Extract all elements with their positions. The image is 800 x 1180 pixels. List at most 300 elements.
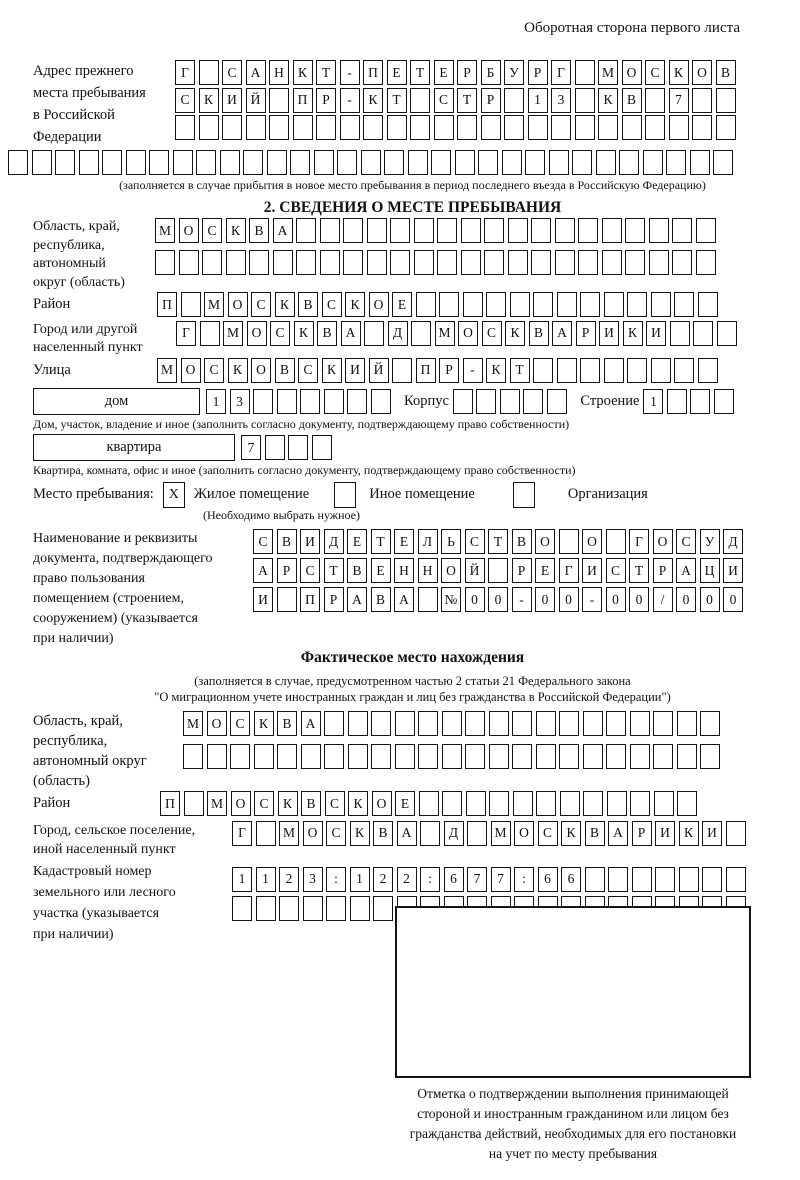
char-box xyxy=(604,292,624,317)
stroenie-label: Строение xyxy=(580,393,640,409)
char-box xyxy=(410,115,430,140)
char-box: И xyxy=(702,821,722,846)
char-box xyxy=(476,389,496,414)
char-box xyxy=(387,115,407,140)
char-box xyxy=(572,150,592,175)
char-box xyxy=(395,744,415,769)
char-box: 1 xyxy=(206,389,226,414)
char-box: С xyxy=(204,358,224,383)
previous-address-note: (заполняется в случае прибытия в новое место пребывания в период последнего въезда в Российскую Федерацию) xyxy=(119,178,706,192)
char-box: А xyxy=(246,60,266,85)
char-box: И xyxy=(222,88,242,113)
char-box: 2 xyxy=(397,867,417,892)
char-box xyxy=(533,358,553,383)
char-box xyxy=(183,744,203,769)
char-box: С xyxy=(322,292,342,317)
char-box: К xyxy=(199,88,219,113)
char-box xyxy=(557,358,577,383)
char-box xyxy=(461,250,481,275)
char-box: И xyxy=(253,587,273,612)
char-box xyxy=(677,791,697,816)
char-box xyxy=(390,218,410,243)
char-box xyxy=(102,150,122,175)
section2-title: 2. СВЕДЕНИЯ О МЕСТЕ ПРЕБЫВАНИЯ xyxy=(263,199,562,216)
char-box xyxy=(371,711,391,736)
char-box xyxy=(226,250,246,275)
char-box xyxy=(79,150,99,175)
char-box: В xyxy=(277,529,297,554)
char-box xyxy=(580,358,600,383)
char-box xyxy=(555,218,575,243)
char-box xyxy=(442,711,462,736)
char-box: О xyxy=(622,60,642,85)
char-box xyxy=(679,867,699,892)
option-residential-label: Жилое помещение xyxy=(193,486,310,502)
char-box: 1 xyxy=(256,867,276,892)
stay-place-block xyxy=(33,481,792,508)
char-box xyxy=(523,389,543,414)
char-box: : xyxy=(514,867,534,892)
char-box xyxy=(557,292,577,317)
char-box: Е xyxy=(387,60,407,85)
char-box xyxy=(439,292,459,317)
char-box xyxy=(395,711,415,736)
char-box: Т xyxy=(510,358,530,383)
char-box: В xyxy=(512,529,532,554)
street-block xyxy=(33,358,792,386)
char-box xyxy=(371,744,391,769)
char-box: 3 xyxy=(551,88,571,113)
char-box xyxy=(303,896,323,921)
char-box xyxy=(672,250,692,275)
char-box xyxy=(418,744,438,769)
char-box xyxy=(559,711,579,736)
char-box: А xyxy=(397,821,417,846)
char-box: К xyxy=(679,821,699,846)
char-box: Ц xyxy=(700,558,720,583)
char-box xyxy=(320,250,340,275)
char-box xyxy=(608,867,628,892)
char-box: С xyxy=(202,218,222,243)
char-box xyxy=(696,218,716,243)
char-box xyxy=(200,321,220,346)
char-box: М xyxy=(155,218,175,243)
char-box: Р xyxy=(528,60,548,85)
char-box xyxy=(690,389,710,414)
char-box xyxy=(559,744,579,769)
char-box xyxy=(489,744,509,769)
char-box xyxy=(481,115,501,140)
char-box: А xyxy=(608,821,628,846)
char-box xyxy=(207,744,227,769)
sheet-side-note: Оборотная сторона первого листа xyxy=(524,20,740,36)
char-box xyxy=(32,150,52,175)
char-box xyxy=(512,711,532,736)
district-block xyxy=(33,292,792,320)
char-box: Й xyxy=(246,88,266,113)
house-block xyxy=(33,388,792,415)
char-box xyxy=(654,791,674,816)
actual-city-row xyxy=(232,821,749,846)
char-box xyxy=(461,218,481,243)
actual-region-label: Область, край, республика, автономный округ (область) xyxy=(33,713,147,789)
previous-address-block xyxy=(33,60,792,148)
char-box xyxy=(645,115,665,140)
char-box xyxy=(361,150,381,175)
char-box xyxy=(508,218,528,243)
char-box: К xyxy=(350,821,370,846)
char-box xyxy=(196,150,216,175)
char-box xyxy=(484,250,504,275)
char-box: Т xyxy=(410,60,430,85)
char-box: П xyxy=(160,791,180,816)
char-box xyxy=(367,218,387,243)
char-box: О xyxy=(251,358,271,383)
char-box: К xyxy=(293,60,313,85)
char-box xyxy=(486,292,506,317)
char-box: С xyxy=(606,558,626,583)
char-box xyxy=(414,250,434,275)
char-box xyxy=(126,150,146,175)
region-row-2 xyxy=(155,250,719,275)
char-box xyxy=(692,88,712,113)
char-box xyxy=(199,115,219,140)
char-box: О xyxy=(514,821,534,846)
char-box xyxy=(184,791,204,816)
char-box: С xyxy=(298,358,318,383)
char-box xyxy=(364,321,384,346)
stamp-area xyxy=(352,906,794,1164)
char-box: Р xyxy=(653,558,673,583)
char-box xyxy=(513,791,533,816)
char-box xyxy=(578,250,598,275)
checkbox-residential: X xyxy=(163,482,185,508)
char-box: В xyxy=(371,587,391,612)
char-box xyxy=(583,711,603,736)
char-box: К xyxy=(505,321,525,346)
char-box: 7 xyxy=(241,435,261,460)
char-box xyxy=(551,115,571,140)
char-box: 1 xyxy=(350,867,370,892)
char-box xyxy=(420,821,440,846)
char-box xyxy=(619,150,639,175)
char-box xyxy=(674,292,694,317)
char-box: Р xyxy=(632,821,652,846)
char-box: Е xyxy=(392,292,412,317)
char-box xyxy=(670,321,690,346)
char-box: С xyxy=(538,821,558,846)
char-box: И xyxy=(599,321,619,346)
char-box: В xyxy=(275,358,295,383)
document-block xyxy=(33,529,792,649)
char-box: № xyxy=(441,587,461,612)
char-box: Т xyxy=(316,60,336,85)
char-box xyxy=(598,115,618,140)
char-box xyxy=(320,218,340,243)
char-box xyxy=(726,821,746,846)
city-block xyxy=(33,321,792,357)
street-row xyxy=(157,358,721,383)
char-box: О xyxy=(369,292,389,317)
char-box: С xyxy=(270,321,290,346)
actual-district-block xyxy=(33,791,792,819)
char-box: А xyxy=(341,321,361,346)
char-box: О xyxy=(535,529,555,554)
char-box: К xyxy=(228,358,248,383)
char-box xyxy=(254,744,274,769)
char-box: С xyxy=(253,529,273,554)
char-box: А xyxy=(301,711,321,736)
char-box xyxy=(606,529,626,554)
char-box: С xyxy=(254,791,274,816)
char-box: М xyxy=(435,321,455,346)
char-box xyxy=(437,218,457,243)
actual-location-title: Фактическое место нахождения xyxy=(300,649,525,666)
char-box: 7 xyxy=(669,88,689,113)
char-box xyxy=(256,821,276,846)
char-box: Г xyxy=(629,529,649,554)
char-box: О xyxy=(231,791,251,816)
char-box: 0 xyxy=(535,587,555,612)
char-box: Н xyxy=(418,558,438,583)
char-box: Т xyxy=(629,558,649,583)
char-box: К xyxy=(322,358,342,383)
char-box xyxy=(418,587,438,612)
char-box xyxy=(583,791,603,816)
char-box xyxy=(367,250,387,275)
char-box: К xyxy=(348,791,368,816)
actual-region-row-2 xyxy=(183,744,724,769)
char-box xyxy=(693,321,713,346)
char-box: 7 xyxy=(467,867,487,892)
actual-location-note-2: "О миграционном учете иностранных граждан и лиц без гражданства в Российской Федерации") xyxy=(154,690,671,704)
char-box xyxy=(256,896,276,921)
char-box: 1 xyxy=(232,867,252,892)
char-box: О xyxy=(228,292,248,317)
char-box xyxy=(643,150,663,175)
char-box: Д xyxy=(723,529,743,554)
char-box: А xyxy=(676,558,696,583)
char-box: А xyxy=(347,587,367,612)
char-box: К xyxy=(275,292,295,317)
char-box xyxy=(602,250,622,275)
char-box xyxy=(363,115,383,140)
char-box xyxy=(301,744,321,769)
char-box xyxy=(173,150,193,175)
char-box: Г xyxy=(176,321,196,346)
document-label: Наименование и реквизиты документа, подтверждающего право пользования помещением (строением, сооружением) (указывается при наличии) xyxy=(33,531,213,646)
char-box xyxy=(583,744,603,769)
char-box xyxy=(575,60,595,85)
char-box xyxy=(179,250,199,275)
char-box: Р xyxy=(576,321,596,346)
region-block xyxy=(33,218,792,292)
char-box xyxy=(437,250,457,275)
actual-district-label: Район xyxy=(33,795,71,811)
char-box xyxy=(510,292,530,317)
street-label: Улица xyxy=(33,361,71,378)
char-box: Ь xyxy=(441,529,461,554)
char-box xyxy=(232,896,252,921)
char-box: 0 xyxy=(676,587,696,612)
char-box: Д xyxy=(324,529,344,554)
char-box xyxy=(293,115,313,140)
char-box xyxy=(580,292,600,317)
char-box xyxy=(622,115,642,140)
stroenie-boxes xyxy=(643,389,737,414)
region-label: Область, край, республика, автономный округ (область) xyxy=(33,219,125,290)
char-box: К xyxy=(598,88,618,113)
char-box: Н xyxy=(394,558,414,583)
char-box xyxy=(630,791,650,816)
char-box xyxy=(604,358,624,383)
char-box: 3 xyxy=(230,389,250,414)
char-box xyxy=(698,358,718,383)
stay-place-note: (Необходимо выбрать нужное) xyxy=(203,508,360,522)
char-box: 2 xyxy=(279,867,299,892)
char-box xyxy=(348,711,368,736)
char-box xyxy=(202,250,222,275)
option-organization-label: Организация xyxy=(567,486,648,502)
char-box xyxy=(627,358,647,383)
char-box: О xyxy=(179,218,199,243)
char-box: Е xyxy=(434,60,454,85)
char-box xyxy=(230,744,250,769)
stamp-box xyxy=(395,906,751,1078)
char-box xyxy=(324,711,344,736)
char-box: - xyxy=(582,587,602,612)
char-box xyxy=(531,218,551,243)
char-box: С xyxy=(251,292,271,317)
char-box xyxy=(702,867,722,892)
char-box: А xyxy=(253,558,273,583)
char-box xyxy=(630,711,650,736)
char-box: : xyxy=(326,867,346,892)
korpus-label: Корпус xyxy=(404,393,449,409)
char-box xyxy=(175,115,195,140)
char-box xyxy=(416,292,436,317)
char-box xyxy=(504,115,524,140)
char-box: 6 xyxy=(444,867,464,892)
char-box: 1 xyxy=(528,88,548,113)
char-box xyxy=(674,358,694,383)
char-box xyxy=(253,389,273,414)
char-box: И xyxy=(582,558,602,583)
char-box xyxy=(585,867,605,892)
char-box xyxy=(265,435,285,460)
char-box xyxy=(632,867,652,892)
previous-address-row-2 xyxy=(175,88,739,113)
char-box: П xyxy=(416,358,436,383)
char-box xyxy=(625,218,645,243)
char-box: С xyxy=(676,529,696,554)
char-box: - xyxy=(340,88,360,113)
stamp-caption: Отметка о подтверждении выполнения принимающей стороной и иностранным гражданином или лицом без гражданства действий, необходимых для его постановки на учет по месту пребывания xyxy=(409,1086,737,1161)
char-box: 6 xyxy=(561,867,581,892)
char-box xyxy=(324,744,344,769)
char-box: О xyxy=(181,358,201,383)
char-box xyxy=(442,744,462,769)
char-box xyxy=(384,150,404,175)
char-box xyxy=(533,292,553,317)
char-box: С xyxy=(300,558,320,583)
char-box xyxy=(243,150,263,175)
char-box: К xyxy=(278,791,298,816)
char-box: : xyxy=(420,867,440,892)
char-box xyxy=(549,150,569,175)
actual-region-row-1 xyxy=(183,711,724,736)
char-box xyxy=(316,115,336,140)
char-box: 3 xyxy=(303,867,323,892)
char-box: 0 xyxy=(488,587,508,612)
char-box: Е xyxy=(395,791,415,816)
char-box xyxy=(512,744,532,769)
char-box xyxy=(155,250,175,275)
char-box xyxy=(220,150,240,175)
char-box: М xyxy=(598,60,618,85)
char-box xyxy=(528,115,548,140)
city-label: Город или другой населенный пункт xyxy=(33,321,143,355)
cadastral-label: Кадастровый номер земельного или лесного участка (указывается при наличии) xyxy=(33,863,176,942)
char-box: 0 xyxy=(700,587,720,612)
char-box: Е xyxy=(535,558,555,583)
char-box xyxy=(698,292,718,317)
apartment-note: Квартира, комната, офис и иное (заполнить согласно документу, подтверждающему право собственности) xyxy=(33,463,576,477)
char-box xyxy=(578,218,598,243)
char-box xyxy=(536,744,556,769)
region-row-1 xyxy=(155,218,719,243)
char-box xyxy=(414,218,434,243)
char-box: С xyxy=(325,791,345,816)
char-box xyxy=(296,218,316,243)
char-box: П xyxy=(157,292,177,317)
char-box xyxy=(467,821,487,846)
actual-city-label: Город, сельское поселение, иной населенный пункт xyxy=(33,822,196,857)
char-box: Р xyxy=(512,558,532,583)
char-box xyxy=(279,896,299,921)
char-box xyxy=(269,115,289,140)
char-box: Г xyxy=(551,60,571,85)
checkbox-organization xyxy=(513,482,535,508)
char-box xyxy=(267,150,287,175)
char-box xyxy=(649,218,669,243)
char-box: У xyxy=(700,529,720,554)
previous-address-row-4 xyxy=(8,150,792,175)
char-box xyxy=(649,250,669,275)
char-box xyxy=(502,150,522,175)
actual-city-block xyxy=(33,821,792,859)
char-box: О xyxy=(372,791,392,816)
char-box: Е xyxy=(347,529,367,554)
char-box: Н xyxy=(269,60,289,85)
char-box xyxy=(602,218,622,243)
char-box xyxy=(700,744,720,769)
char-box: И xyxy=(655,821,675,846)
char-box xyxy=(466,791,486,816)
char-box: Т xyxy=(324,558,344,583)
char-box xyxy=(410,88,430,113)
char-box: Т xyxy=(387,88,407,113)
char-box: 0 xyxy=(465,587,485,612)
char-box: В xyxy=(298,292,318,317)
char-box xyxy=(392,358,412,383)
char-box xyxy=(246,115,266,140)
previous-address-label: Адрес прежнего места пребывания в Российской Федерации xyxy=(33,63,146,145)
char-box xyxy=(536,711,556,736)
char-box: Р xyxy=(457,60,477,85)
char-box xyxy=(348,744,368,769)
char-box xyxy=(717,321,737,346)
